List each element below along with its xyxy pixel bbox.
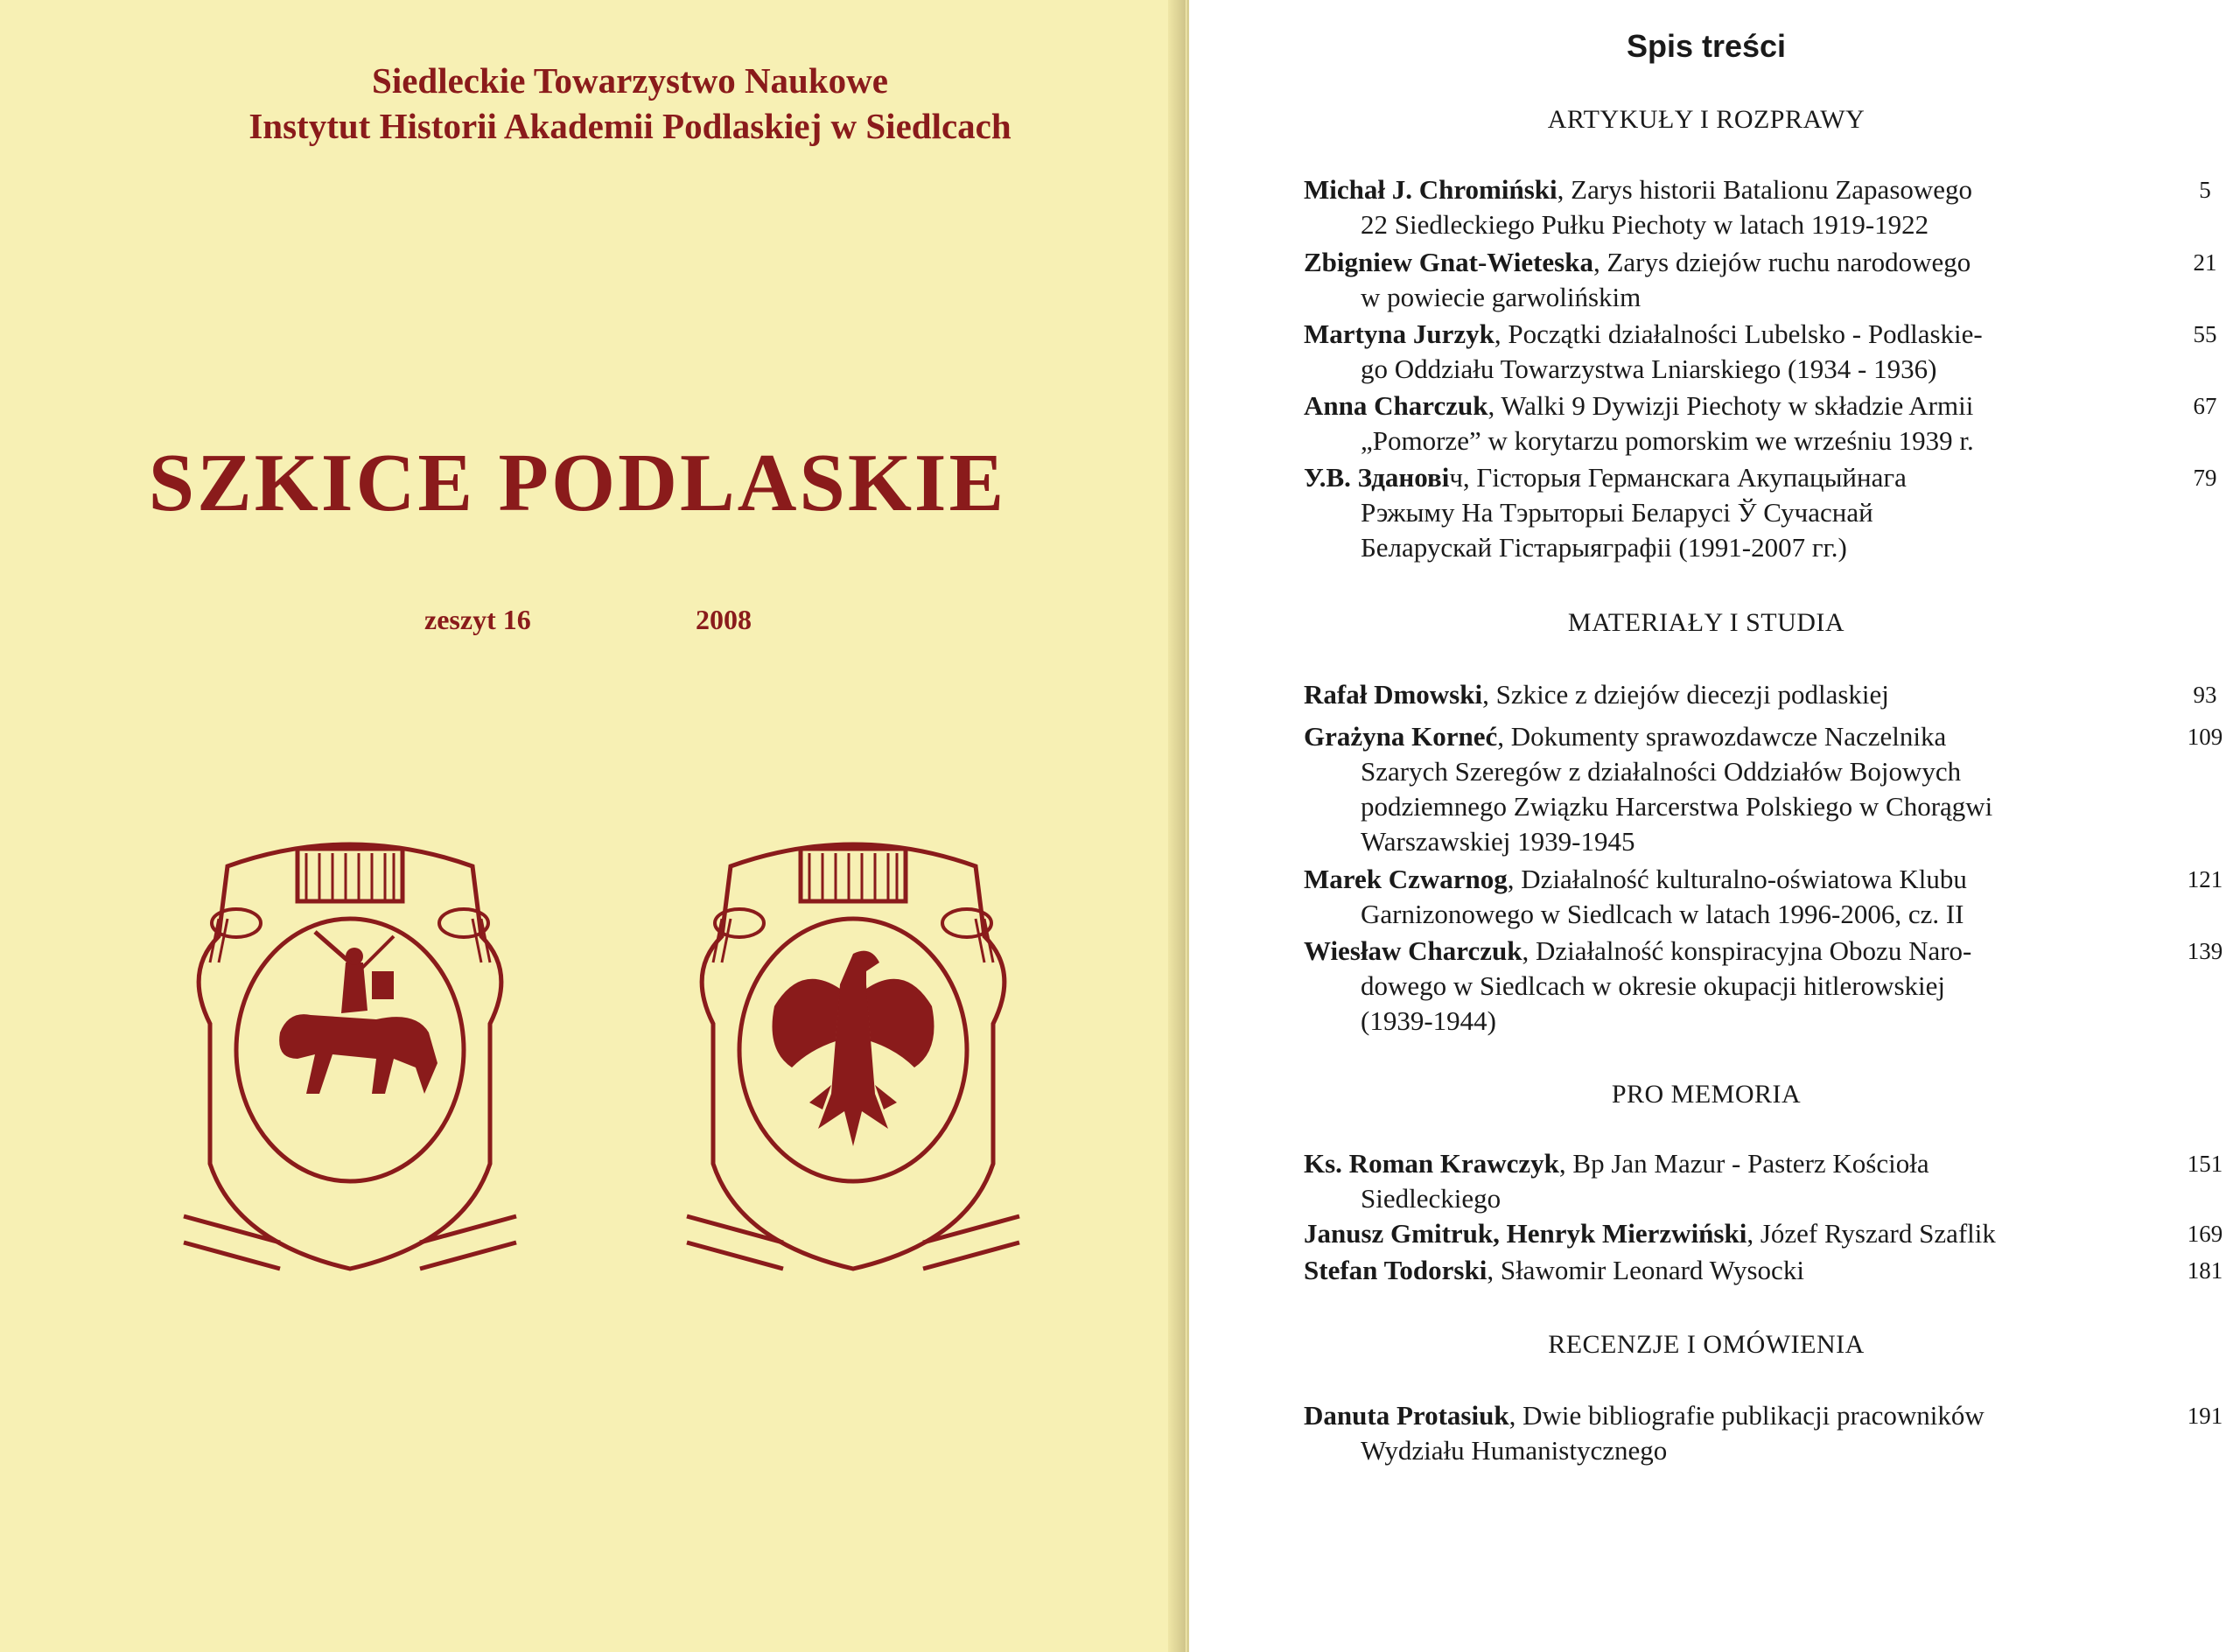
entry-title: , Działalność kulturalno-oświatowa Klubu: [1507, 864, 1967, 894]
entry-author: Michał J. Chromiński: [1304, 174, 1558, 205]
journal-title: SZKICE PODLASKIE: [148, 438, 1007, 528]
entry-page: 55: [2193, 321, 2217, 347]
entry-title: , Józef Ryszard Szaflik: [1746, 1218, 1996, 1249]
entry-page: 109: [2187, 724, 2223, 750]
entry-page: 67: [2193, 393, 2217, 419]
toc-entry[interactable]: [1304, 677, 2240, 712]
entry-page: 79: [2193, 465, 2217, 491]
entry-author: Martyna Jurzyk: [1304, 318, 1494, 349]
section-heading: MATERIAŁY I STUDIA: [1567, 608, 1845, 637]
toc-entry[interactable]: [1304, 245, 2240, 315]
entry-title-cont: go Oddziału Towarzystwa Lniarskiego (1934 - 1936): [1361, 354, 1937, 384]
entry-page: 181: [2187, 1257, 2223, 1284]
toc-entry[interactable]: [1304, 1146, 2240, 1216]
entry-title-cont: Garnizonowego w Siedlcach w latach 1996-2006, cz. II: [1361, 899, 1964, 929]
entry-author: Danuta Protasiuk: [1304, 1400, 1509, 1431]
entry-title-cont: dowego w Siedlcach w okresie okupacji hitlerowskiej: [1361, 970, 1946, 1001]
entry-page: 93: [2193, 682, 2217, 708]
entry-title-cont: (1939-1944): [1361, 1005, 1496, 1036]
entry-title: , Dwie bibliografie publikacji pracowników: [1508, 1400, 1984, 1431]
entry-page: 121: [2187, 866, 2223, 892]
entry-author: Ks. Roman Krawczyk: [1304, 1148, 1559, 1179]
entry-title-cont: Szarych Szeregów z działalności Oddziałów Bojowych: [1361, 756, 1962, 787]
entry-title-cont: Рэжыму На Тэрыторыі Беларусі Ў Сучаснай: [1361, 497, 1873, 528]
entry-title-cont: Siedleckiego: [1361, 1183, 1502, 1214]
issue-year: 2008: [696, 604, 752, 635]
issue-line: [0, 604, 1186, 648]
entry-title: , Zarys dziejów ruchu narodowego: [1592, 247, 1971, 277]
section-heading: RECENZJE I OMÓWIENIA: [1548, 1330, 1865, 1359]
cover-spine-edge: [1168, 0, 1186, 1652]
entry-author: Anna Charczuk: [1304, 390, 1488, 421]
entry-page: 21: [2193, 249, 2217, 276]
entry-author: Grażyna Korneć: [1304, 721, 1498, 752]
entry-title: , Działalność konspiracyjna Obozu Naro-: [1522, 935, 1972, 966]
entry-title-cont: „Pomorze” w korytarzu pomorskim we wrześniu 1939 r.: [1361, 425, 1974, 456]
issue-number: zeszyt 16: [424, 604, 531, 635]
publisher-line-2: Instytut Historii Akademii Podlaskiej w Siedlcach: [248, 106, 1012, 146]
entry-title: , Dokumenty sprawozdawcze Naczelnika: [1497, 721, 1947, 752]
toc-entry[interactable]: [1304, 317, 2240, 387]
toc-entry[interactable]: [1304, 388, 2240, 458]
entry-title: ч, Гісторыя Германскага Акупацыйнага: [1449, 462, 1907, 493]
entry-title-cont: 22 Siedleckiego Pułku Piechoty w latach 1919-1922: [1361, 209, 1929, 240]
pogon-knight-crest-icon: [175, 831, 525, 1286]
entry-title-cont: podziemnego Związku Harcerstwa Polskiego w Chorągwi: [1361, 791, 1993, 822]
entry-author: Rafał Dmowski: [1304, 679, 1483, 710]
publisher-block: [140, 58, 1120, 149]
entry-page: 5: [2199, 177, 2211, 203]
toc-entry[interactable]: [1304, 460, 2240, 565]
entry-title-cont: Warszawskiej 1939-1945: [1361, 826, 1635, 857]
entry-author: Marek Czwarnog: [1304, 864, 1508, 894]
entry-title: , Zarys historii Batalionu Zapasowego: [1557, 174, 1973, 205]
toc-entry[interactable]: [1304, 934, 2240, 1039]
toc-entry[interactable]: [1304, 719, 2240, 859]
toc-entry[interactable]: [1304, 1216, 2240, 1251]
entry-title: , Walki 9 Dywizji Piechoty w składzie Armii: [1488, 390, 1974, 421]
toc-entry[interactable]: [1304, 1398, 2240, 1468]
section-heading: ARTYKUŁY I ROZPRAWY: [1547, 105, 1866, 134]
entry-title-cont: w powiecie garwolińskim: [1361, 282, 1642, 312]
entry-title-cont: Wydziału Humanistycznego: [1361, 1435, 1668, 1466]
publisher-line-1: Siedleckie Towarzystwo Naukowe: [372, 60, 888, 101]
entry-author: Zbigniew Gnat-Wieteska: [1304, 247, 1593, 277]
entry-author: Stefan Todorski: [1304, 1255, 1488, 1285]
toc-entry[interactable]: [1304, 1253, 2240, 1288]
entry-page: 169: [2187, 1221, 2223, 1247]
section-heading: PRO MEMORIA: [1611, 1080, 1802, 1109]
entry-author: Janusz Gmitruk, Henryk Mierzwiński: [1304, 1218, 1747, 1249]
entry-title: , Początki działalności Lubelsko - Podlaskie-: [1494, 318, 1983, 349]
entry-title: , Szkice z dziejów diecezji podlaskiej: [1482, 679, 1889, 710]
entry-page: 191: [2187, 1403, 2223, 1429]
entry-title-cont: Беларускай Гістарыяграфіі (1991-2007 гг.): [1361, 532, 1847, 563]
entry-page: 151: [2187, 1151, 2223, 1177]
entry-author: У.В. Зданові: [1304, 462, 1450, 493]
white-eagle-crest-icon: [678, 831, 1028, 1286]
entry-title: , Sławomir Leonard Wysocki: [1487, 1255, 1804, 1285]
entry-page: 139: [2187, 938, 2223, 964]
entry-title: , Bp Jan Mazur - Pasterz Kościoła: [1558, 1148, 1929, 1179]
entry-author: Wiesław Charczuk: [1304, 935, 1522, 966]
toc-title: Spis treści: [1626, 28, 1787, 64]
table-of-contents-page: [1225, 0, 2240, 1652]
toc-entry[interactable]: [1304, 862, 2240, 932]
toc-entry[interactable]: [1304, 172, 2240, 242]
